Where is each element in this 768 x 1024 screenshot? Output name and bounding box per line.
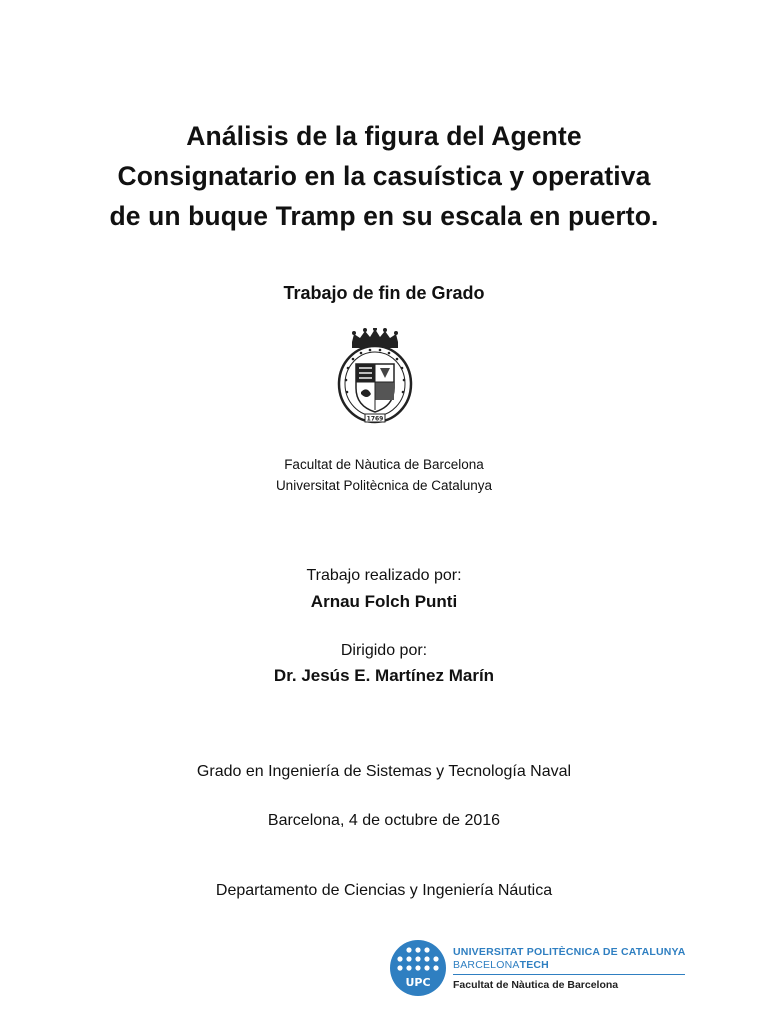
degree-name: Grado en Ingeniería de Sistemas y Tecnología Naval xyxy=(196,763,572,780)
upc-badge-text: UPC xyxy=(405,976,431,989)
author-label: Trabajo realizado por: xyxy=(306,567,462,584)
title-line-1: Análisis de la figura del Agente xyxy=(186,121,582,151)
document-title xyxy=(0,116,768,236)
place-date: Barcelona, 4 de octubre de 2016 xyxy=(267,812,501,829)
author-name: Arnau Folch Punti xyxy=(310,592,458,611)
upc-university-name: UNIVERSITAT POLITÈCNICA DE CATALUNYA xyxy=(453,946,686,958)
upc-barcelonatech xyxy=(453,959,689,971)
crest-year: 1769 xyxy=(366,415,384,423)
university-name: Universitat Politècnica de Catalunya xyxy=(275,478,493,493)
upc-faculty-name: Facultat de Nàutica de Barcelona xyxy=(453,979,619,991)
faculty-name: Facultat de Nàutica de Barcelona xyxy=(284,457,484,472)
upc-footer-logo xyxy=(390,940,690,1000)
shield-icon xyxy=(356,364,394,412)
upc-logo-icon xyxy=(390,940,446,996)
upc-barcelona: BARCELONA xyxy=(453,959,520,971)
upc-logo-text xyxy=(453,946,689,991)
institution-block xyxy=(0,454,768,496)
title-line-2: Consignatario en la casuística y operativa xyxy=(117,161,651,191)
director-label: Dirigido por: xyxy=(340,642,428,659)
upc-divider xyxy=(453,974,685,975)
title-line-3: de un buque Tramp en su escala en puerto. xyxy=(109,201,659,231)
department-name: Departamento de Ciencias y Ingeniería Náutica xyxy=(215,882,553,899)
faculty-crest-logo xyxy=(334,328,416,426)
document-subtitle: Trabajo de fin de Grado xyxy=(283,283,485,303)
upc-tech: TECH xyxy=(519,959,549,971)
director-name: Dr. Jesús E. Martínez Marín xyxy=(273,666,495,685)
